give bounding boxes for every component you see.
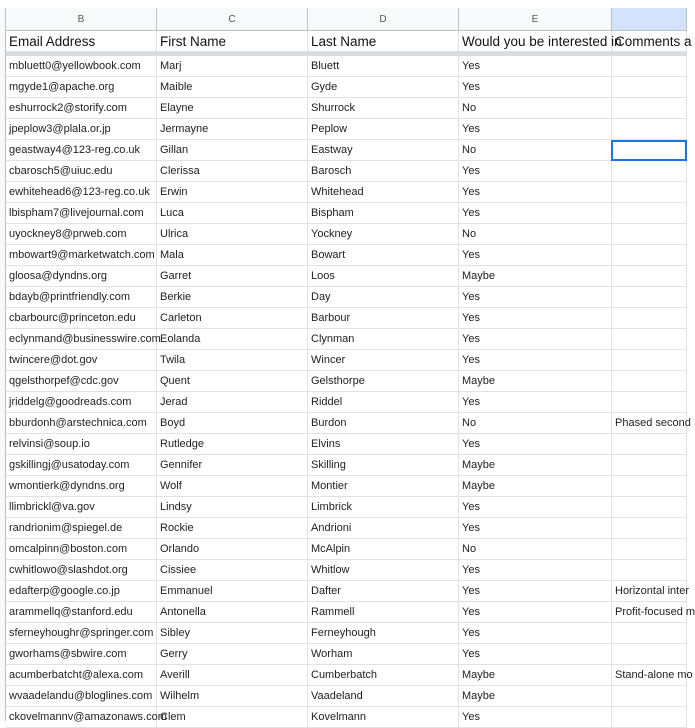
column-header-D[interactable]: D (308, 8, 459, 31)
cell-c[interactable]: Quent (157, 371, 308, 392)
cell-d[interactable]: Ferneyhough (308, 623, 459, 644)
cell-f[interactable] (612, 707, 687, 728)
table-row (6, 182, 687, 203)
cell-f[interactable] (612, 476, 687, 497)
cell-d[interactable]: Peplow (308, 119, 459, 140)
cell-d[interactable]: Bluett (308, 56, 459, 77)
cell-d[interactable]: Rammell (308, 602, 459, 623)
cell-c[interactable]: Luca (157, 203, 308, 224)
cell-b[interactable]: relvinsi@soup.io (6, 434, 157, 455)
cell-f[interactable]: Profit-focused m (612, 602, 687, 623)
cell-e[interactable]: Yes (459, 434, 612, 455)
cell-f[interactable] (612, 350, 687, 371)
cell-e[interactable]: Yes (459, 287, 612, 308)
cell-c[interactable]: Gillan (157, 140, 308, 161)
cell-b[interactable]: ewhitehead6@123-reg.co.uk (6, 182, 157, 203)
cell-c[interactable]: Ulrica (157, 224, 308, 245)
table-row (6, 140, 687, 161)
cell-d[interactable]: Barosch (308, 161, 459, 182)
cell-c[interactable]: Mala (157, 245, 308, 266)
table-row (6, 77, 687, 98)
column-header-F[interactable] (612, 8, 687, 31)
cell-f[interactable] (612, 623, 687, 644)
cell-c[interactable]: Cissiee (157, 560, 308, 581)
cell-f[interactable] (612, 455, 687, 476)
cell-e[interactable]: Maybe (459, 686, 612, 707)
cell-f[interactable] (612, 392, 687, 413)
cell-e[interactable]: Yes (459, 707, 612, 728)
cell-f[interactable] (612, 539, 687, 560)
cell-d[interactable]: Gyde (308, 77, 459, 98)
cell-b[interactable]: gskillingj@usatoday.com (6, 455, 157, 476)
table-row (6, 644, 687, 665)
cell-e[interactable]: Maybe (459, 266, 612, 287)
cell-e[interactable]: Yes (459, 518, 612, 539)
table-row (6, 119, 687, 140)
toolbar-strip (0, 0, 687, 8)
table-row (6, 392, 687, 413)
cell-e[interactable]: Yes (459, 497, 612, 518)
table-row (6, 560, 687, 581)
cell-c[interactable]: Rockie (157, 518, 308, 539)
cell-e[interactable]: Yes (459, 329, 612, 350)
table-row (6, 539, 687, 560)
table-row (6, 707, 687, 728)
cell-b[interactable]: eshurrock2@storify.com (6, 98, 157, 119)
cell-f[interactable] (612, 182, 687, 203)
cell-b[interactable]: mbowart9@marketwatch.com (6, 245, 157, 266)
cell-d[interactable]: Whitlow (308, 560, 459, 581)
cell-e[interactable]: No (459, 98, 612, 119)
cell-c[interactable]: Berkie (157, 287, 308, 308)
cell-f[interactable] (612, 497, 687, 518)
table-row (6, 329, 687, 350)
cell-f[interactable] (612, 56, 687, 77)
cell-b[interactable]: acumberbatcht@alexa.com (6, 665, 157, 686)
cell-c[interactable]: Lindsy (157, 497, 308, 518)
cell-e[interactable]: Would you be interested in (459, 31, 612, 52)
cell-e[interactable]: Yes (459, 245, 612, 266)
cell-f[interactable] (612, 308, 687, 329)
column-header-B[interactable]: B (6, 8, 157, 31)
cell-c[interactable]: Clerissa (157, 161, 308, 182)
cell-f[interactable] (612, 371, 687, 392)
table-row (6, 266, 687, 287)
cell-b[interactable]: gloosa@dyndns.org (6, 266, 157, 287)
cell-f[interactable] (612, 119, 687, 140)
cell-d[interactable]: Clynman (308, 329, 459, 350)
cell-d[interactable]: Elvins (308, 434, 459, 455)
table-row (6, 371, 687, 392)
cell-e[interactable]: No (459, 413, 612, 434)
table-row (6, 497, 687, 518)
cell-c[interactable]: Gerry (157, 644, 308, 665)
cell-b[interactable]: cbarosch5@uiuc.edu (6, 161, 157, 182)
cell-e[interactable]: Yes (459, 602, 612, 623)
cell-c[interactable]: Orlando (157, 539, 308, 560)
table-row (6, 56, 687, 77)
cell-b[interactable]: bdayb@printfriendly.com (6, 287, 157, 308)
cell-c[interactable]: Gennifer (157, 455, 308, 476)
table-row (6, 350, 687, 371)
cell-d[interactable]: Gelsthorpe (308, 371, 459, 392)
cell-b[interactable]: arammellq@stanford.edu (6, 602, 157, 623)
cell-f[interactable]: Stand-alone mo (612, 665, 687, 686)
cell-b[interactable]: mbluett0@yellowbook.com (6, 56, 157, 77)
cell-f[interactable] (612, 98, 687, 119)
cell-b[interactable]: ckovelmannv@amazonaws.com (6, 707, 157, 728)
cell-b[interactable]: randrionim@spiegel.de (6, 518, 157, 539)
cell-d[interactable]: McAlpin (308, 539, 459, 560)
table-row (6, 161, 687, 182)
cell-e[interactable]: Maybe (459, 476, 612, 497)
table-row (6, 623, 687, 644)
cell-e[interactable]: Yes (459, 350, 612, 371)
cell-b[interactable]: jpeplow3@plala.or.jp (6, 119, 157, 140)
cell-e[interactable]: Yes (459, 581, 612, 602)
cell-e[interactable]: No (459, 140, 612, 161)
cell-d[interactable]: Bispham (308, 203, 459, 224)
cell-f[interactable] (612, 203, 687, 224)
cell-c[interactable]: Erwin (157, 182, 308, 203)
cell-f[interactable] (612, 686, 687, 707)
table-row (6, 581, 687, 602)
cell-b[interactable]: qgelsthorpef@cdc.gov (6, 371, 157, 392)
cell-d[interactable]: Skilling (308, 455, 459, 476)
table-row (6, 245, 687, 266)
cell-b[interactable]: bburdonh@arstechnica.com (6, 413, 157, 434)
table-row (6, 287, 687, 308)
cell-e[interactable]: No (459, 539, 612, 560)
cell-e[interactable]: Yes (459, 560, 612, 581)
table-row (6, 98, 687, 119)
cell-f[interactable]: Horizontal inter (612, 581, 687, 602)
cell-b[interactable]: llimbrickl@va.gov (6, 497, 157, 518)
cell-f[interactable] (612, 518, 687, 539)
cell-b[interactable]: edafterp@google.co.jp (6, 581, 157, 602)
cell-d[interactable]: Cumberbatch (308, 665, 459, 686)
cell-b[interactable]: gworhams@sbwire.com (6, 644, 157, 665)
cell-d[interactable]: Yockney (308, 224, 459, 245)
cell-e[interactable]: No (459, 224, 612, 245)
cell-b[interactable]: wvaadelandu@bloglines.com (6, 686, 157, 707)
table-row (6, 224, 687, 245)
cell-c[interactable]: Emmanuel (157, 581, 308, 602)
cell-d[interactable]: Andrioni (308, 518, 459, 539)
cell-d[interactable]: Whitehead (308, 182, 459, 203)
cell-e[interactable]: Yes (459, 203, 612, 224)
cell-c[interactable]: Clem (157, 707, 308, 728)
cell-d[interactable]: Dafter (308, 581, 459, 602)
cell-f[interactable] (612, 329, 687, 350)
cell-c[interactable]: Elayne (157, 98, 308, 119)
cell-e[interactable]: Yes (459, 182, 612, 203)
cell-d[interactable]: Worham (308, 644, 459, 665)
cell-d[interactable]: Wincer (308, 350, 459, 371)
cell-d[interactable]: Burdon (308, 413, 459, 434)
table-row (6, 602, 695, 623)
cell-f[interactable] (612, 644, 687, 665)
cell-c[interactable]: Antonella (157, 602, 308, 623)
cell-e[interactable]: Yes (459, 392, 612, 413)
cell-f[interactable] (612, 224, 687, 245)
cell-d[interactable]: Last Name (308, 31, 459, 52)
cell-b[interactable]: geastway4@123-reg.co.uk (6, 140, 157, 161)
table-row (6, 413, 691, 434)
cell-b[interactable]: wmontierk@dyndns.org (6, 476, 157, 497)
cell-b[interactable]: mgyde1@apache.org (6, 77, 157, 98)
cell-c[interactable]: Twila (157, 350, 308, 371)
cell-f[interactable] (612, 161, 687, 182)
cell-f[interactable] (612, 434, 687, 455)
cell-f[interactable] (612, 287, 687, 308)
cell-f[interactable] (612, 77, 687, 98)
cell-e[interactable]: Yes (459, 623, 612, 644)
cell-c[interactable]: Garret (157, 266, 308, 287)
cell-e[interactable]: Maybe (459, 665, 612, 686)
cell-b[interactable]: jriddelg@goodreads.com (6, 392, 157, 413)
cell-d[interactable]: Eastway (308, 140, 459, 161)
cell-c[interactable]: Eolanda (157, 329, 308, 350)
table-row (6, 455, 687, 476)
cell-c[interactable]: Averill (157, 665, 308, 686)
cell-c[interactable]: Boyd (157, 413, 308, 434)
cell-f[interactable] (612, 560, 687, 581)
table-row (6, 476, 687, 497)
cell-b[interactable]: Email Address (6, 31, 157, 52)
cell-f[interactable]: Comments a (612, 31, 687, 52)
cell-e[interactable]: Yes (459, 308, 612, 329)
cell-d[interactable]: Riddel (308, 392, 459, 413)
cell-e[interactable]: Yes (459, 644, 612, 665)
cell-c[interactable]: Jerad (157, 392, 308, 413)
cell-c[interactable]: First Name (157, 31, 308, 52)
cell-b[interactable]: sferneyhoughr@springer.com (6, 623, 157, 644)
table-row (6, 686, 687, 707)
cell-d[interactable]: Limbrick (308, 497, 459, 518)
cell-e[interactable]: Maybe (459, 371, 612, 392)
cell-d[interactable]: Loos (308, 266, 459, 287)
cell-f[interactable] (612, 266, 687, 287)
table-row (6, 308, 687, 329)
column-header-E[interactable]: E (459, 8, 612, 31)
cell-b[interactable]: twincere@dot.gov (6, 350, 157, 371)
cell-c[interactable]: Wilhelm (157, 686, 308, 707)
table-row (6, 665, 693, 686)
cell-b[interactable]: cbarbourc@princeton.edu (6, 308, 157, 329)
cell-b[interactable]: lbispham7@livejournal.com (6, 203, 157, 224)
cell-b[interactable]: cwhitlowo@slashdot.org (6, 560, 157, 581)
cell-d[interactable]: Day (308, 287, 459, 308)
cell-c[interactable]: Wolf (157, 476, 308, 497)
cell-e[interactable]: Yes (459, 161, 612, 182)
cell-c[interactable]: Carleton (157, 308, 308, 329)
cell-b[interactable]: uyockney8@prweb.com (6, 224, 157, 245)
column-header-C[interactable]: C (157, 8, 308, 31)
table-row (6, 434, 687, 455)
cell-d[interactable]: Barbour (308, 308, 459, 329)
cell-c[interactable]: Marj (157, 56, 308, 77)
cell-d[interactable]: Montier (308, 476, 459, 497)
table-row (6, 203, 687, 224)
cell-e[interactable]: Maybe (459, 455, 612, 476)
selected-cell-outline (611, 140, 687, 161)
frozen-row-divider[interactable] (6, 52, 687, 56)
cell-e[interactable]: Yes (459, 77, 612, 98)
cell-d[interactable]: Kovelmann (308, 707, 459, 728)
header-row (6, 31, 692, 52)
cell-d[interactable]: Vaadeland (308, 686, 459, 707)
cell-b[interactable]: omcalpinn@boston.com (6, 539, 157, 560)
cell-c[interactable]: Rutledge (157, 434, 308, 455)
cell-c[interactable]: Maible (157, 77, 308, 98)
cell-d[interactable]: Shurrock (308, 98, 459, 119)
cell-c[interactable]: Jermayne (157, 119, 308, 140)
cell-e[interactable]: Yes (459, 119, 612, 140)
cell-f[interactable] (612, 245, 687, 266)
cell-c[interactable]: Sibley (157, 623, 308, 644)
table-row (6, 518, 687, 539)
cell-e[interactable]: Yes (459, 56, 612, 77)
cell-f[interactable]: Phased second (612, 413, 687, 434)
cell-b[interactable]: eclynmand@businesswire.com (6, 329, 157, 350)
cell-d[interactable]: Bowart (308, 245, 459, 266)
